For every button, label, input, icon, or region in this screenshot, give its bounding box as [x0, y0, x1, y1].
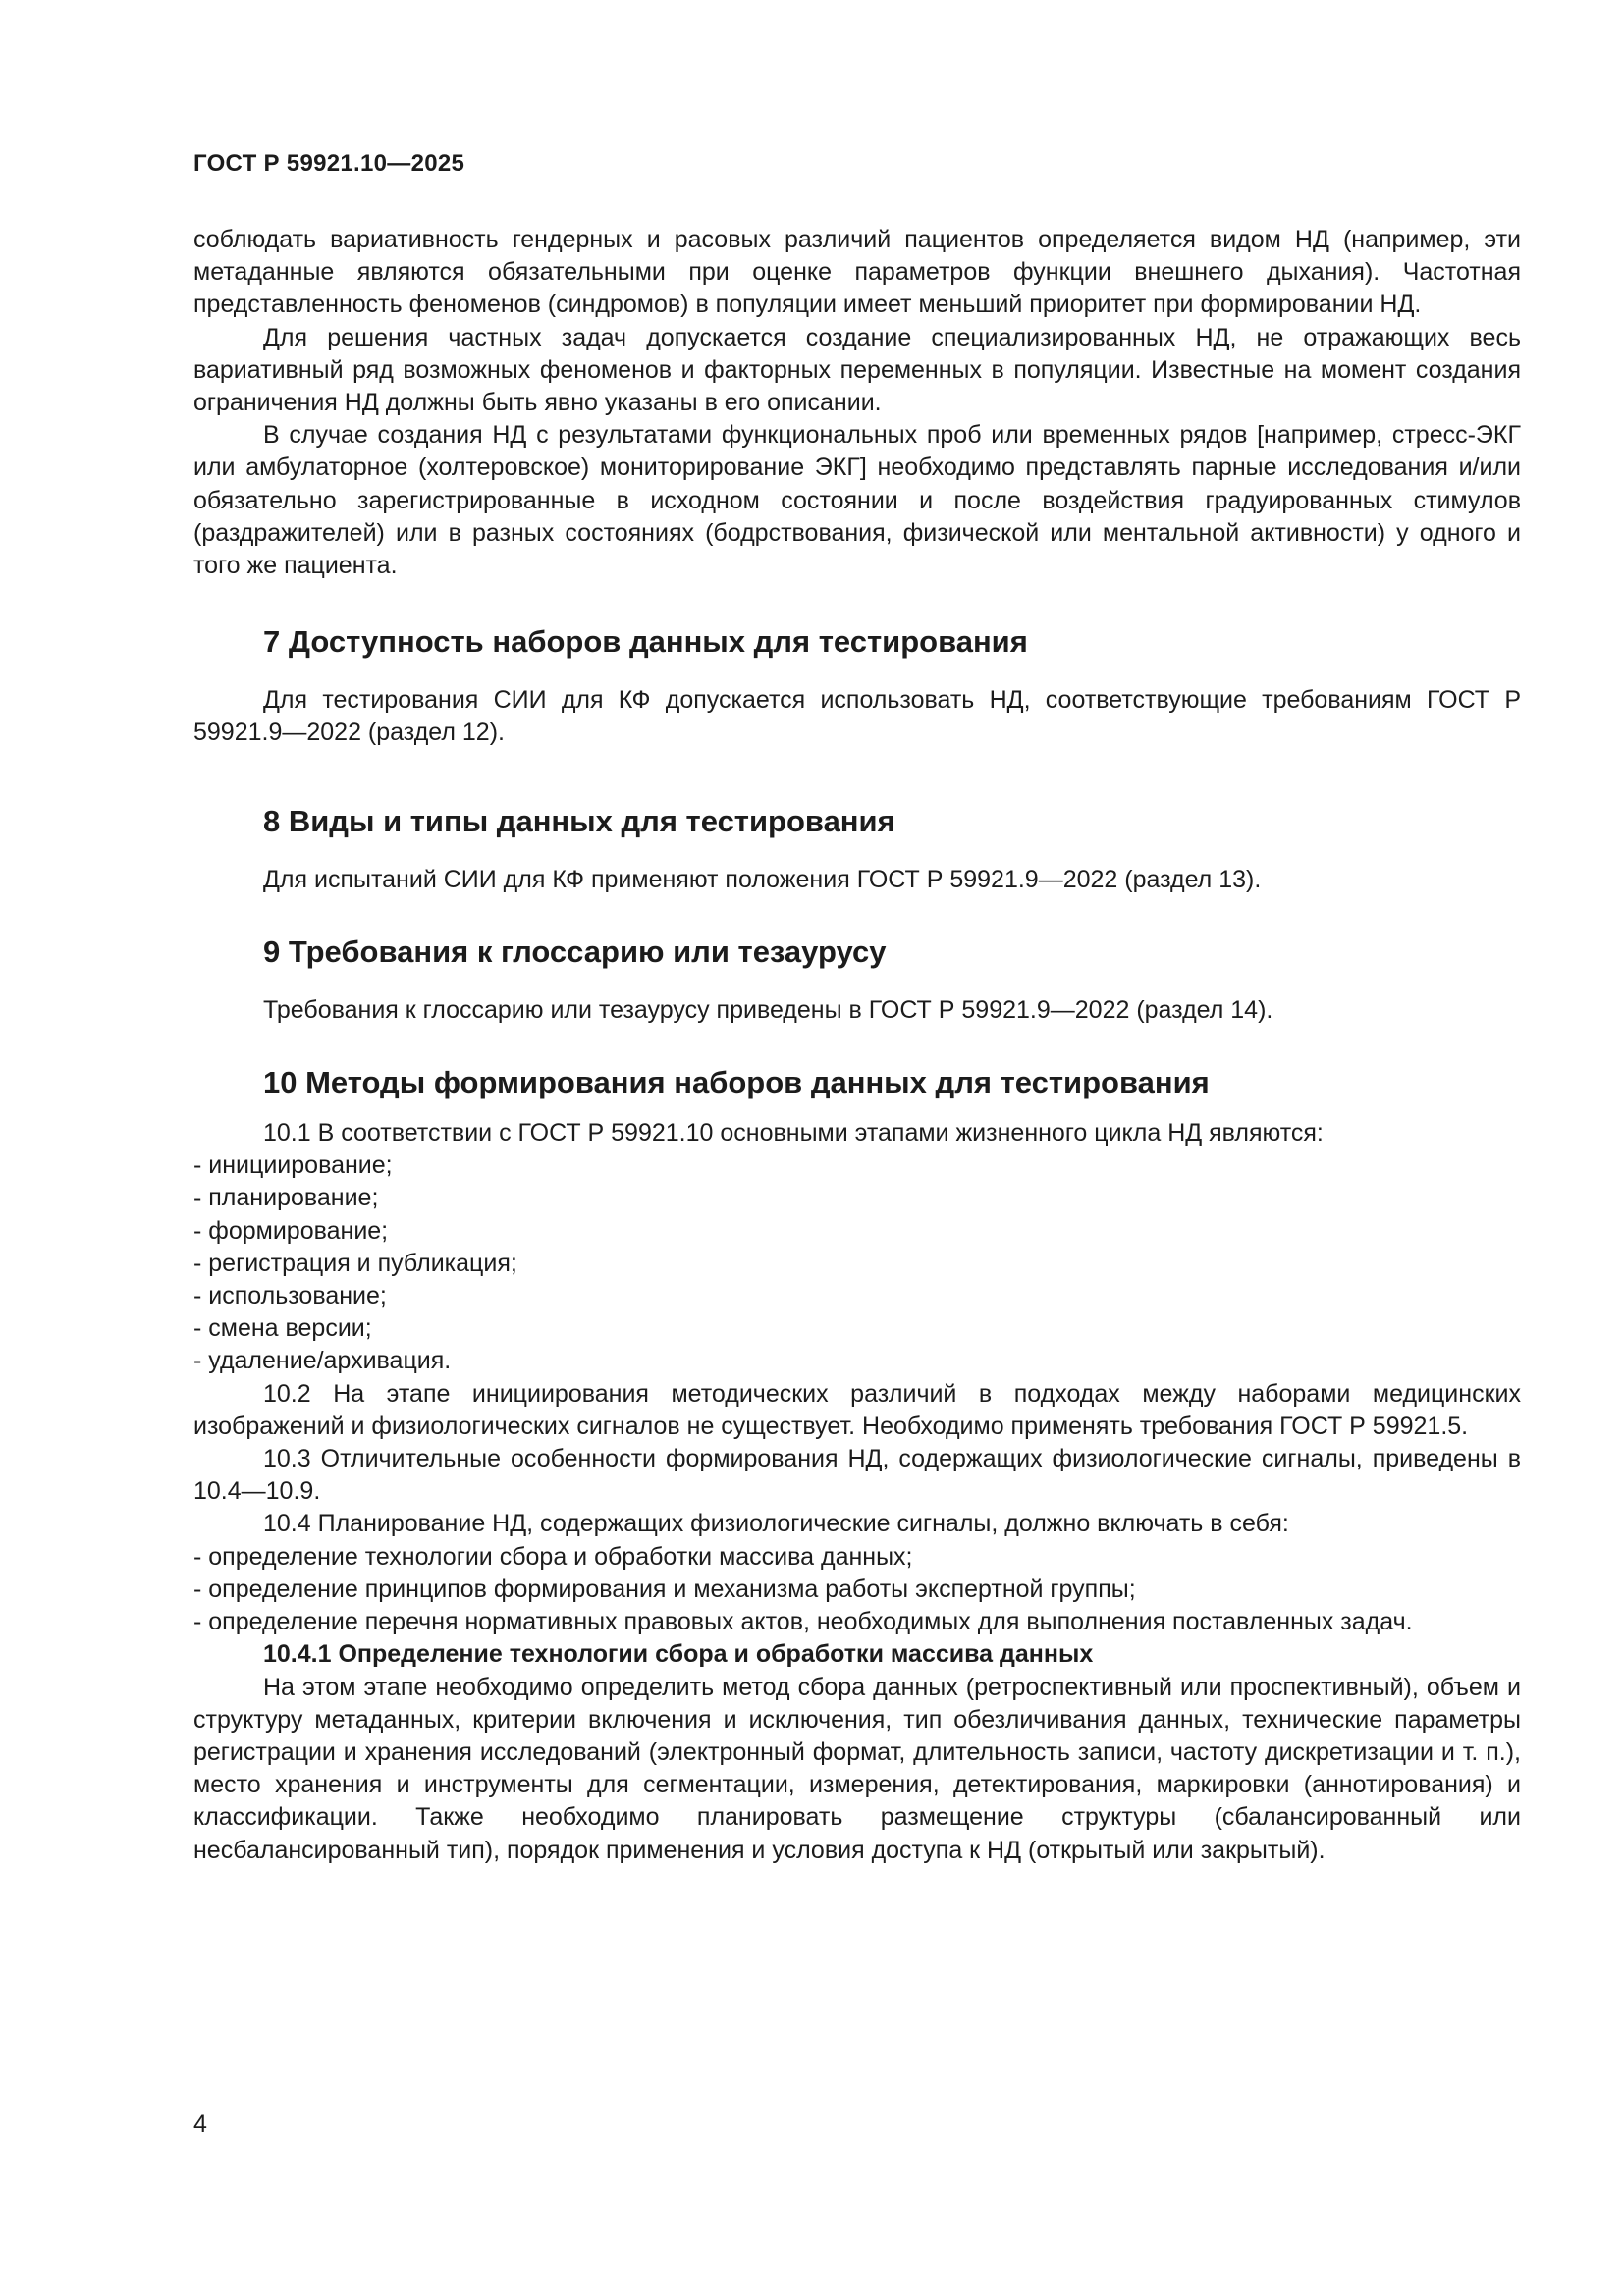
intro-paragraph-3: В случае создания НД с результатами функциональных проб или временных рядов [например, стресс-ЭКГ или амбулаторное (холтеровское) мониторирование ЭКГ] необходимо представлять парные исследования и/или обязательно зарегистрированные в исходном состоянии и после воздействия градуированных стимулов (раздражителей) или в разных состояниях (бодрствования, физической или ментальной активности) у одного и того же пациента. — [193, 421, 1521, 580]
spacer — [193, 582, 1521, 623]
page-number: 4 — [193, 2110, 207, 2138]
list-item: - планирование; — [193, 1184, 379, 1212]
running-header-doc-id: ГОСТ Р 59921.10—2025 — [193, 150, 465, 177]
planning-list — [193, 1541, 1521, 1639]
section-9-heading: 9 Требования к глоссарию или тезаурусу — [263, 934, 887, 969]
page-content — [193, 224, 1521, 1867]
clause-10-3: 10.3 Отличительные особенности формирования НД, содержащих физиологические сигналы, приведены в 10.4—10.9. — [193, 1445, 1521, 1506]
intro-paragraph-1: соблюдать вариативность гендерных и расовых различий пациентов определяется видом НД (например, эти метаданные являются обязательными при оценке параметров функции внешнего дыхания). Частотная представленность феноменов (синдромов) в популяции имеет меньший приоритет при формировании НД. — [193, 226, 1521, 319]
clause-10-2: 10.2 На этапе инициирования методических различий в подходах между наборами медицинских изображений и физиологических сигналов не существует. Необходимо применять требования ГОСТ Р 59921.5. — [193, 1379, 1521, 1440]
clause-10-1: 10.1 В соответствии с ГОСТ Р 59921.10 основными этапами жизненного цикла НД являются: — [263, 1119, 1324, 1148]
spacer — [193, 840, 1521, 864]
clause-10-4: 10.4 Планирование НД, содержащих физиологические сигналы, должно включать в себя: — [263, 1510, 1289, 1538]
spacer — [193, 1027, 1521, 1064]
list-item: - использование; — [193, 1282, 387, 1310]
list-item: - определение перечня нормативных правовых актов, необходимых для выполнения поставленных задач. — [193, 1608, 1413, 1636]
intro-paragraph-2: Для решения частных задач допускается создание специализированных НД, не отражающих весь вариативный ряд возможных феноменов и факторных переменных в популяции. Известные на момент создания ограничения НД должны быть явно указаны в его описании. — [193, 323, 1521, 417]
list-item: - регистрация и публикация; — [193, 1249, 517, 1277]
section-7-heading: 7 Доступность наборов данных для тестирования — [263, 624, 1028, 660]
lifecycle-stages-list — [193, 1149, 1521, 1377]
section-7-text: Для тестирования СИИ для КФ допускается использовать НД, соответствующие требованиям ГОСТ Р 59921.9—2022 (раздел 12). — [193, 686, 1521, 747]
list-item: - инициирование; — [193, 1151, 393, 1180]
spacer — [193, 896, 1521, 934]
section-8-heading: 8 Виды и типы данных для тестирования — [263, 803, 895, 838]
section-8-text: Для испытаний СИИ для КФ применяют положения ГОСТ Р 59921.9—2022 (раздел 13). — [263, 865, 1262, 893]
list-item: - удаление/архивация. — [193, 1347, 452, 1375]
spacer — [193, 1101, 1521, 1117]
spacer — [193, 971, 1521, 994]
subclause-10-4-1-heading: 10.4.1 Определение технологии сбора и обработки массива данных — [263, 1640, 1094, 1669]
section-10-heading: 10 Методы формирования наборов данных для тестирования — [263, 1065, 1210, 1100]
list-item: - определение технологии сбора и обработки массива данных; — [193, 1542, 913, 1571]
subclause-10-4-1-text: На этом этапе необходимо определить метод сбора данных (ретроспективный или проспективный), объем и структуру метаданных, критерии включения и исключения, тип обезличивания данных, технические параметры регистрации и хранения исследований (электронный формат, длительность записи, частоту дискретизации и т. п.), место хранения и инструменты для сегментации, измерения, детектирования, маркировки (аннотирования) и классификации. Также необходимо планировать размещение структуры (сбалансированный или несбалансированный тип), порядок применения и условия доступа к НД (открытый или закрытый). — [193, 1673, 1521, 1864]
spacer — [193, 750, 1521, 803]
list-item: - определение принципов формирования и механизма работы экспертной группы; — [193, 1575, 1136, 1603]
list-item: - формирование; — [193, 1216, 389, 1245]
spacer — [193, 661, 1521, 684]
section-9-text: Требования к глоссарию или тезаурусу приведены в ГОСТ Р 59921.9—2022 (раздел 14). — [263, 995, 1273, 1024]
list-item: - смена версии; — [193, 1314, 372, 1343]
